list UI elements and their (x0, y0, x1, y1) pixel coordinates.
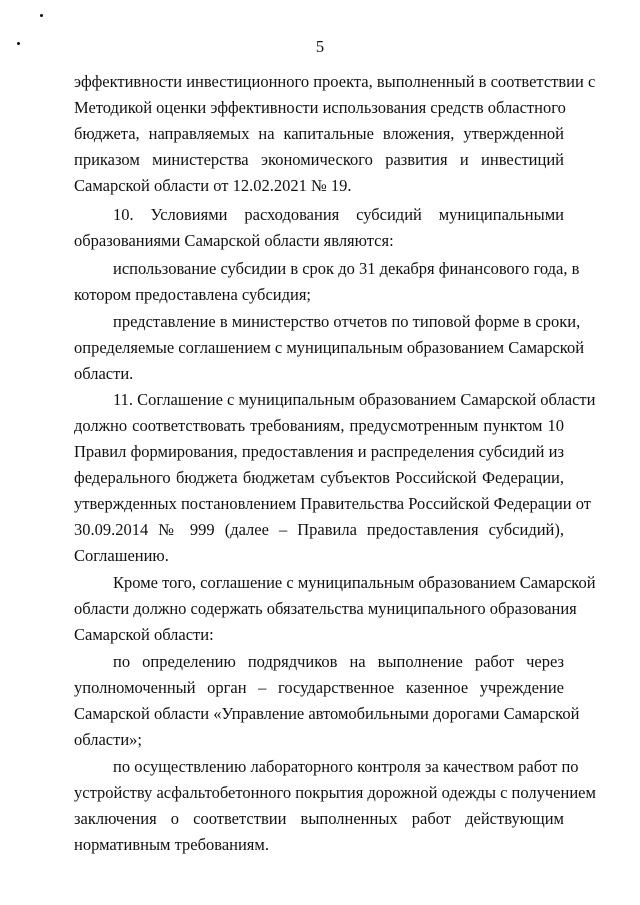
text-line: федерального бюджета бюджетам субъектов Российской Федерации, (74, 468, 564, 487)
text-line: эффективности инвестиционного проекта, выполненный в соответствии с (74, 72, 596, 91)
text-line: 30.09.2014 № 999 (далее – Правила предоставления субсидий), (74, 520, 564, 539)
text-line: 10. Условиями расходования субсидий муниципальными (113, 205, 564, 224)
text-line: области должно содержать обязательства муниципального образования (74, 599, 577, 618)
text-line: Соглашению. (74, 546, 169, 565)
text-line: использование субсидии в срок до 31 декабря финансового года, в (113, 259, 580, 278)
text-line: по определению подрядчиков на выполнение работ через (113, 652, 564, 671)
text-line: области. (74, 364, 134, 383)
text-line: представление в министерство отчетов по типовой форме в сроки, (113, 312, 581, 331)
text-line: утвержденных постановлением Правительства Российской Федерации от (74, 494, 591, 513)
text-line: Самарской области: (74, 625, 214, 644)
text-line: котором предоставлена субсидия; (74, 285, 312, 304)
text-line: нормативным требованиям. (74, 835, 269, 854)
text-line: Кроме того, соглашение с муниципальным образованием Самарской (113, 573, 596, 592)
text-line: Методикой оценки эффективности использования средств областного (74, 98, 566, 117)
text-line: уполномоченный орган – государственное казенное учреждение (74, 678, 564, 697)
text-line: Правил формирования, предоставления и распределения субсидий из (74, 442, 564, 461)
text-line: устройству асфальтобетонного покрытия дорожной одежды с получением (74, 783, 596, 802)
text-line: по осуществлению лабораторного контроля за качеством работ по (113, 757, 579, 776)
text-line: заключения о соответствии выполненных работ действующим (74, 809, 564, 828)
text-line: образованиями Самарской области являются: (74, 231, 394, 250)
page-number: 5 (315, 37, 325, 56)
text-line: 11. Соглашение с муниципальным образованием Самарской области (113, 390, 596, 409)
text-line: Самарской области «Управление автомобильными дорогами Самарской (74, 704, 580, 723)
text-line: области»; (74, 730, 142, 749)
text-line: приказом министерства экономического развития и инвестиций (74, 150, 564, 169)
scan-speck (40, 14, 43, 17)
text-line: определяемые соглашением с муниципальным образованием Самарской (74, 338, 585, 357)
text-line: бюджета, направляемых на капитальные вложения, утвержденной (74, 124, 564, 143)
text-line: должно соответствовать требованиям, предусмотренным пунктом 10 (74, 416, 564, 435)
text-line: Самарской области от 12.02.2021 № 19. (74, 176, 352, 195)
